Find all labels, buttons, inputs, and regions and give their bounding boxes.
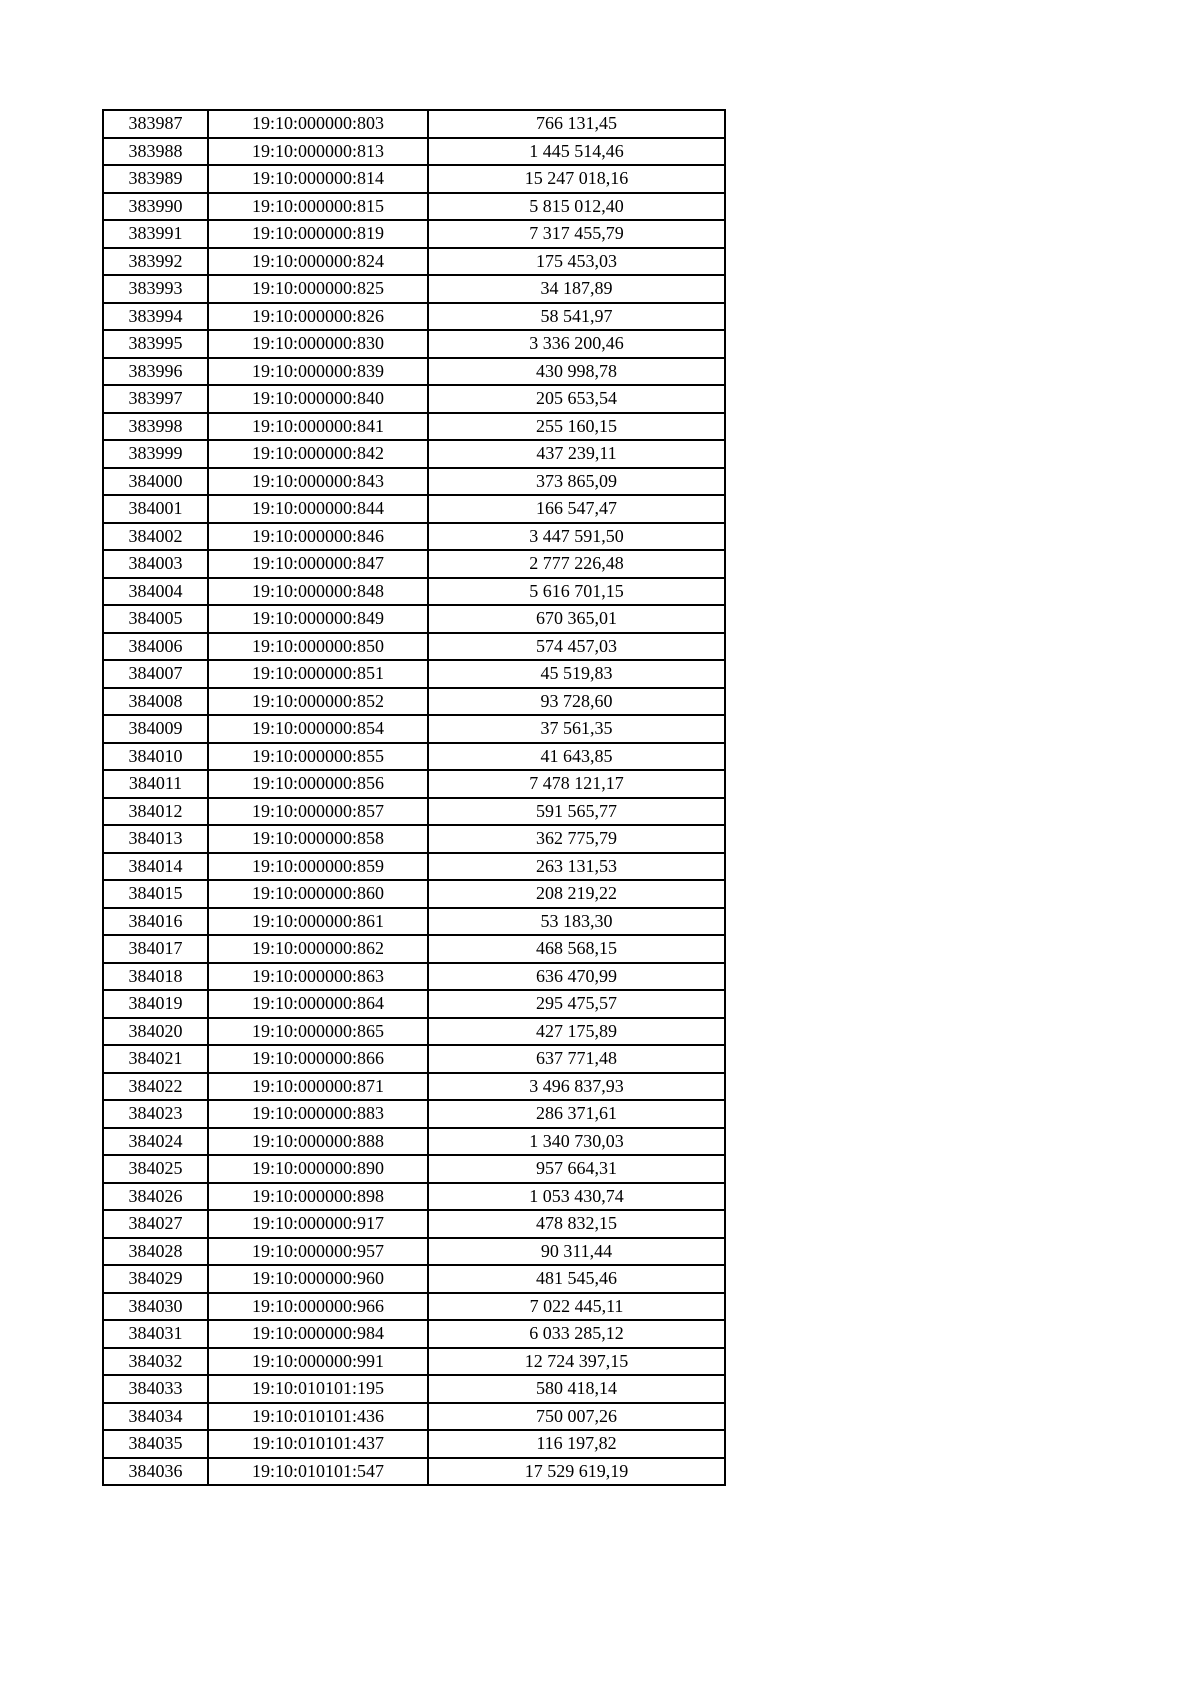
row-number-cell: 384012 — [103, 798, 208, 826]
cadastral-value-cell: 437 239,11 — [428, 440, 725, 468]
cadastral-number-cell: 19:10:010101:195 — [208, 1375, 428, 1403]
cadastral-value-cell: 670 365,01 — [428, 605, 725, 633]
row-number-cell: 383989 — [103, 165, 208, 193]
table-row — [103, 1430, 725, 1458]
table-row — [103, 715, 725, 743]
cadastral-value-cell: 208 219,22 — [428, 880, 725, 908]
cadastral-number-cell: 19:10:000000:861 — [208, 908, 428, 936]
cadastral-number-cell: 19:10:000000:854 — [208, 715, 428, 743]
table-row — [103, 358, 725, 386]
table-row — [103, 1045, 725, 1073]
cadastral-number-cell: 19:10:000000:803 — [208, 110, 428, 138]
table-row — [103, 165, 725, 193]
cadastral-value-cell: 478 832,15 — [428, 1210, 725, 1238]
cadastral-value-cell: 205 653,54 — [428, 385, 725, 413]
cadastral-number-cell: 19:10:000000:862 — [208, 935, 428, 963]
row-number-cell: 384020 — [103, 1018, 208, 1046]
cadastral-value-cell: 1 053 430,74 — [428, 1183, 725, 1211]
cadastral-number-cell: 19:10:000000:856 — [208, 770, 428, 798]
cadastral-number-cell: 19:10:000000:847 — [208, 550, 428, 578]
row-number-cell: 384030 — [103, 1293, 208, 1321]
cadastral-number-cell: 19:10:000000:866 — [208, 1045, 428, 1073]
cadastral-number-cell: 19:10:000000:826 — [208, 303, 428, 331]
cadastral-number-cell: 19:10:000000:984 — [208, 1320, 428, 1348]
row-number-cell: 384022 — [103, 1073, 208, 1101]
cadastral-number-cell: 19:10:000000:851 — [208, 660, 428, 688]
row-number-cell: 384015 — [103, 880, 208, 908]
table-row — [103, 193, 725, 221]
cadastral-value-cell: 750 007,26 — [428, 1403, 725, 1431]
cadastral-value-cell: 2 777 226,48 — [428, 550, 725, 578]
row-number-cell: 384011 — [103, 770, 208, 798]
cadastral-number-cell: 19:10:000000:841 — [208, 413, 428, 441]
cadastral-value-cell: 41 643,85 — [428, 743, 725, 771]
table-row — [103, 688, 725, 716]
row-number-cell: 383994 — [103, 303, 208, 331]
cadastral-value-cell: 3 447 591,50 — [428, 523, 725, 551]
cadastral-value-cell: 362 775,79 — [428, 825, 725, 853]
row-number-cell: 384036 — [103, 1458, 208, 1486]
row-number-cell: 384029 — [103, 1265, 208, 1293]
cadastral-number-cell: 19:10:000000:825 — [208, 275, 428, 303]
row-number-cell: 384005 — [103, 605, 208, 633]
cadastral-value-cell: 90 311,44 — [428, 1238, 725, 1266]
table-row — [103, 1128, 725, 1156]
table-row — [103, 1293, 725, 1321]
cadastral-value-cell: 3 336 200,46 — [428, 330, 725, 358]
row-number-cell: 383995 — [103, 330, 208, 358]
table-row — [103, 1183, 725, 1211]
cadastral-number-cell: 19:10:000000:883 — [208, 1100, 428, 1128]
cadastral-value-cell: 637 771,48 — [428, 1045, 725, 1073]
table-body — [103, 110, 725, 1485]
cadastral-number-cell: 19:10:000000:898 — [208, 1183, 428, 1211]
table-row — [103, 963, 725, 991]
table-row — [103, 633, 725, 661]
row-number-cell: 383993 — [103, 275, 208, 303]
cadastral-number-cell: 19:10:000000:865 — [208, 1018, 428, 1046]
cadastral-value-cell: 255 160,15 — [428, 413, 725, 441]
table-row — [103, 1073, 725, 1101]
table-row — [103, 110, 725, 138]
cadastral-value-cell: 93 728,60 — [428, 688, 725, 716]
cadastral-number-cell: 19:10:000000:813 — [208, 138, 428, 166]
cadastral-value-cell: 5 616 701,15 — [428, 578, 725, 606]
cadastral-value-cell: 7 022 445,11 — [428, 1293, 725, 1321]
cadastral-value-cell: 468 568,15 — [428, 935, 725, 963]
cadastral-value-cell: 37 561,35 — [428, 715, 725, 743]
cadastral-number-cell: 19:10:000000:863 — [208, 963, 428, 991]
cadastral-number-cell: 19:10:000000:888 — [208, 1128, 428, 1156]
row-number-cell: 384003 — [103, 550, 208, 578]
table-row — [103, 605, 725, 633]
row-number-cell: 384000 — [103, 468, 208, 496]
table-row — [103, 220, 725, 248]
cadastral-value-cell: 636 470,99 — [428, 963, 725, 991]
cadastral-number-cell: 19:10:000000:814 — [208, 165, 428, 193]
row-number-cell: 384010 — [103, 743, 208, 771]
row-number-cell: 384013 — [103, 825, 208, 853]
cadastral-number-cell: 19:10:000000:859 — [208, 853, 428, 881]
table-row — [103, 303, 725, 331]
cadastral-number-cell: 19:10:000000:966 — [208, 1293, 428, 1321]
cadastral-value-cell: 263 131,53 — [428, 853, 725, 881]
row-number-cell: 383992 — [103, 248, 208, 276]
cadastral-value-cell: 7 478 121,17 — [428, 770, 725, 798]
table-row — [103, 825, 725, 853]
cadastral-value-cell: 58 541,97 — [428, 303, 725, 331]
table-row — [103, 1210, 725, 1238]
row-number-cell: 384033 — [103, 1375, 208, 1403]
row-number-cell: 384019 — [103, 990, 208, 1018]
table-row — [103, 578, 725, 606]
table-row — [103, 413, 725, 441]
cadastral-number-cell: 19:10:000000:839 — [208, 358, 428, 386]
row-number-cell: 384023 — [103, 1100, 208, 1128]
cadastral-value-cell: 286 371,61 — [428, 1100, 725, 1128]
table-row — [103, 440, 725, 468]
table-row — [103, 1375, 725, 1403]
row-number-cell: 384035 — [103, 1430, 208, 1458]
row-number-cell: 384001 — [103, 495, 208, 523]
cadastral-value-cell: 957 664,31 — [428, 1155, 725, 1183]
row-number-cell: 384002 — [103, 523, 208, 551]
row-number-cell: 384016 — [103, 908, 208, 936]
table-row — [103, 523, 725, 551]
row-number-cell: 384025 — [103, 1155, 208, 1183]
cadastral-number-cell: 19:10:000000:855 — [208, 743, 428, 771]
cadastral-value-cell: 15 247 018,16 — [428, 165, 725, 193]
row-number-cell: 384007 — [103, 660, 208, 688]
row-number-cell: 383988 — [103, 138, 208, 166]
table-row — [103, 1403, 725, 1431]
table-row — [103, 550, 725, 578]
cadastral-value-table — [102, 109, 726, 1486]
cadastral-number-cell: 19:10:000000:858 — [208, 825, 428, 853]
row-number-cell: 383997 — [103, 385, 208, 413]
cadastral-number-cell: 19:10:000000:840 — [208, 385, 428, 413]
cadastral-number-cell: 19:10:000000:852 — [208, 688, 428, 716]
cadastral-value-cell: 766 131,45 — [428, 110, 725, 138]
table-row — [103, 1100, 725, 1128]
cadastral-value-cell: 481 545,46 — [428, 1265, 725, 1293]
cadastral-value-cell: 373 865,09 — [428, 468, 725, 496]
row-number-cell: 384027 — [103, 1210, 208, 1238]
cadastral-value-cell: 6 033 285,12 — [428, 1320, 725, 1348]
table-row — [103, 798, 725, 826]
table-row — [103, 138, 725, 166]
cadastral-value-cell: 5 815 012,40 — [428, 193, 725, 221]
cadastral-number-cell: 19:10:000000:830 — [208, 330, 428, 358]
cadastral-number-cell: 19:10:000000:844 — [208, 495, 428, 523]
row-number-cell: 383991 — [103, 220, 208, 248]
cadastral-value-cell: 175 453,03 — [428, 248, 725, 276]
table-row — [103, 468, 725, 496]
table-row — [103, 935, 725, 963]
cadastral-value-cell: 430 998,78 — [428, 358, 725, 386]
cadastral-value-cell: 116 197,82 — [428, 1430, 725, 1458]
cadastral-number-cell: 19:10:000000:842 — [208, 440, 428, 468]
row-number-cell: 384026 — [103, 1183, 208, 1211]
cadastral-number-cell: 19:10:000000:815 — [208, 193, 428, 221]
row-number-cell: 384021 — [103, 1045, 208, 1073]
cadastral-number-cell: 19:10:000000:871 — [208, 1073, 428, 1101]
row-number-cell: 384014 — [103, 853, 208, 881]
row-number-cell: 384017 — [103, 935, 208, 963]
table-row — [103, 1320, 725, 1348]
row-number-cell: 384031 — [103, 1320, 208, 1348]
cadastral-number-cell: 19:10:000000:848 — [208, 578, 428, 606]
row-number-cell: 383990 — [103, 193, 208, 221]
cadastral-number-cell: 19:10:000000:850 — [208, 633, 428, 661]
table-row — [103, 495, 725, 523]
row-number-cell: 384008 — [103, 688, 208, 716]
table-row — [103, 908, 725, 936]
cadastral-number-cell: 19:10:000000:819 — [208, 220, 428, 248]
cadastral-number-cell: 19:10:000000:843 — [208, 468, 428, 496]
cadastral-value-cell: 7 317 455,79 — [428, 220, 725, 248]
row-number-cell: 384004 — [103, 578, 208, 606]
cadastral-value-cell: 34 187,89 — [428, 275, 725, 303]
table-row — [103, 1458, 725, 1486]
cadastral-number-cell: 19:10:000000:860 — [208, 880, 428, 908]
table-row — [103, 275, 725, 303]
row-number-cell: 384028 — [103, 1238, 208, 1266]
row-number-cell: 384034 — [103, 1403, 208, 1431]
cadastral-value-cell: 591 565,77 — [428, 798, 725, 826]
cadastral-value-cell: 12 724 397,15 — [428, 1348, 725, 1376]
table-row — [103, 853, 725, 881]
cadastral-value-cell: 45 519,83 — [428, 660, 725, 688]
row-number-cell: 383996 — [103, 358, 208, 386]
cadastral-number-cell: 19:10:000000:849 — [208, 605, 428, 633]
cadastral-value-cell: 166 547,47 — [428, 495, 725, 523]
cadastral-value-cell: 427 175,89 — [428, 1018, 725, 1046]
cadastral-value-cell: 1 340 730,03 — [428, 1128, 725, 1156]
table-row — [103, 1265, 725, 1293]
cadastral-value-cell: 580 418,14 — [428, 1375, 725, 1403]
row-number-cell: 384009 — [103, 715, 208, 743]
cadastral-number-cell: 19:10:000000:957 — [208, 1238, 428, 1266]
cadastral-number-cell: 19:10:000000:890 — [208, 1155, 428, 1183]
cadastral-number-cell: 19:10:010101:436 — [208, 1403, 428, 1431]
cadastral-number-cell: 19:10:000000:824 — [208, 248, 428, 276]
cadastral-number-cell: 19:10:000000:857 — [208, 798, 428, 826]
table-row — [103, 385, 725, 413]
row-number-cell: 384024 — [103, 1128, 208, 1156]
cadastral-value-cell: 295 475,57 — [428, 990, 725, 1018]
table-row — [103, 1238, 725, 1266]
table-row — [103, 660, 725, 688]
cadastral-value-cell: 1 445 514,46 — [428, 138, 725, 166]
table-row — [103, 743, 725, 771]
cadastral-number-cell: 19:10:000000:991 — [208, 1348, 428, 1376]
row-number-cell: 383999 — [103, 440, 208, 468]
table-row — [103, 880, 725, 908]
cadastral-number-cell: 19:10:000000:846 — [208, 523, 428, 551]
table-row — [103, 248, 725, 276]
table-row — [103, 1155, 725, 1183]
row-number-cell: 384032 — [103, 1348, 208, 1376]
cadastral-number-cell: 19:10:010101:547 — [208, 1458, 428, 1486]
table-row — [103, 1348, 725, 1376]
cadastral-number-cell: 19:10:000000:960 — [208, 1265, 428, 1293]
table-row — [103, 1018, 725, 1046]
row-number-cell: 384018 — [103, 963, 208, 991]
cadastral-value-cell: 574 457,03 — [428, 633, 725, 661]
row-number-cell: 383998 — [103, 413, 208, 441]
table-row — [103, 770, 725, 798]
row-number-cell: 384006 — [103, 633, 208, 661]
cadastral-number-cell: 19:10:010101:437 — [208, 1430, 428, 1458]
row-number-cell: 383987 — [103, 110, 208, 138]
cadastral-number-cell: 19:10:000000:864 — [208, 990, 428, 1018]
cadastral-number-cell: 19:10:000000:917 — [208, 1210, 428, 1238]
cadastral-value-cell: 53 183,30 — [428, 908, 725, 936]
cadastral-value-cell: 17 529 619,19 — [428, 1458, 725, 1486]
table-row — [103, 990, 725, 1018]
table-row — [103, 330, 725, 358]
cadastral-value-cell: 3 496 837,93 — [428, 1073, 725, 1101]
